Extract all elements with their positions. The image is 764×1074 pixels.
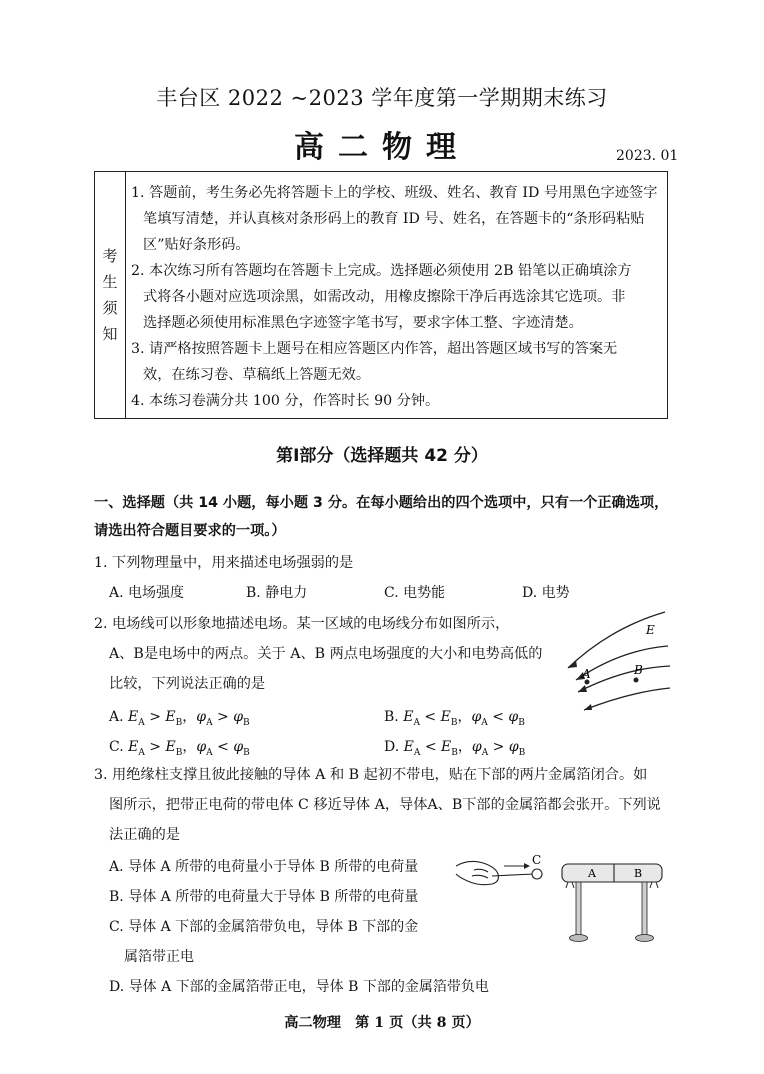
label-b: B — [634, 663, 643, 677]
field-arrow — [584, 704, 592, 710]
section-line-2: 请选出符合题目要求的一项。） — [94, 523, 286, 539]
section-line-1: 一、选择题（共 14 小题，每小题 3 分。在每小题给出的四个选项中，只有一个正确选项， — [94, 495, 669, 511]
q3-hand-charged-body-figure — [452, 852, 548, 898]
q2-electric-field-figure — [560, 608, 676, 718]
q1-option-a: A. 电场强度 — [109, 585, 185, 601]
finger-line — [474, 869, 488, 872]
conductor-body — [562, 864, 662, 882]
notice-line: 笔填写清楚，并认真核对条形码上的教育 ID 号、姓名，在答题卡的“条形码粘贴 — [143, 211, 645, 227]
field-arrow — [568, 660, 577, 668]
notice-label-char: 须 — [102, 299, 118, 317]
q3-option-b: B. 导体 A 所带的电荷量大于导体 B 所带的电荷量 — [109, 889, 419, 905]
q2-stem-line-2: A、B是电场中的两点。关于 A、B 两点电场强度的大小和电势高低的 — [109, 646, 543, 662]
part-title: 第Ⅰ部分（选择题共 42 分） — [276, 446, 488, 466]
q1-option-d: D. 电势 — [522, 585, 570, 601]
notice-label-char: 知 — [102, 325, 118, 343]
q3-stem-line-2: 图所示，把带正电荷的带电体 C 移近导体 A，导体A、B下部的金属箔都会张开。下列说 — [109, 797, 661, 813]
section-instructions — [94, 489, 668, 545]
metal-foil — [656, 882, 658, 888]
label-a: A — [582, 667, 591, 681]
q3-option-c-line-1: C. 导体 A 下部的金属箔带负电，导体 B 下部的金 — [109, 919, 419, 935]
notice-line: 2. 本次练习所有答题均在答题卡上完成。选择题必须使用 2B 铅笔以正确填涂方 — [131, 263, 632, 279]
subject-title: 高二物理 — [294, 130, 470, 165]
field-line — [584, 688, 670, 710]
exam-title: 丰台区 2022 ~2023 学年度第一学期期末练习 — [156, 86, 608, 110]
page-footer: 高二物理 第 1 页（共 8 页） — [284, 1015, 480, 1031]
q3-option-a: A. 导体 A 所带的电荷量小于导体 B 所带的电荷量 — [109, 859, 419, 875]
candidate-notice-box — [94, 171, 668, 419]
insulating-post — [576, 882, 581, 936]
field-line — [568, 612, 665, 668]
q3-stem-line-1: 3. 用绝缘柱支撑且彼此接触的导体 A 和 B 起初不带电，贴在下部的两片金属箔闭合。如 — [94, 767, 648, 783]
notice-line: 区”贴好条形码。 — [143, 237, 250, 253]
finger-line — [472, 875, 488, 878]
q3-option-d: D. 导体 A 下部的金属箔带正电，导体 B 下部的金属箔带负电 — [109, 979, 489, 995]
label-c: C — [532, 853, 542, 867]
notice-label — [95, 172, 126, 418]
notice-item-1 — [131, 180, 661, 258]
notice-line: 4. 本练习卷满分共 100 分，作答时长 90 分钟。 — [131, 393, 440, 409]
q3-conductors-figure — [558, 858, 668, 946]
insulating-post — [642, 882, 647, 936]
notice-item-2 — [131, 258, 661, 336]
exam-date: 2023. 01 — [616, 148, 679, 164]
q2-option-c: C. $E_A > E_B$，$\varphi_A < \varphi_B$ — [109, 739, 250, 758]
q2-stem-line-3: 比较，下列说法正确的是 — [109, 676, 266, 692]
post-base — [636, 935, 654, 942]
q1-stem: 1. 下列物理量中，用来描述电场强弱的是 — [94, 555, 354, 571]
point-b-dot — [634, 678, 639, 683]
q2-option-b: B. $E_A < E_B$，$\varphi_A < \varphi_B$ — [384, 709, 525, 728]
metal-foil — [566, 882, 568, 888]
q2-stem-line-1: 2. 电场线可以形象地描述电场。某一区域的电场线分布如图所示， — [94, 616, 510, 632]
notice-label-char: 考 — [102, 247, 118, 265]
notice-line: 1. 答题前，考生务必先将答题卡上的学校、班级、姓名、教育 ID 号用黑色字迹签字 — [131, 185, 658, 201]
notice-item-3 — [131, 336, 661, 388]
q2-option-a: A. $E_A > E_B$，$\varphi_A > \varphi_B$ — [109, 709, 250, 728]
metal-foil — [650, 882, 652, 888]
charged-body-c — [532, 869, 542, 879]
notice-line: 式将各小题对应选项涂黑，如需改动，用橡皮擦除干净后再选涂其它选项。非 — [143, 289, 626, 305]
q1-option-c: C. 电势能 — [384, 585, 446, 601]
q1-option-b: B. 静电力 — [246, 585, 308, 601]
q3-option-c-line-2: 属箔带正电 — [124, 949, 194, 965]
q2-option-d: D. $E_A < E_B$，$\varphi_A > \varphi_B$ — [384, 739, 526, 758]
notice-line: 3. 请严格按照答题卡上题号在相应答题区内作答，超出答题区域书写的答案无 — [131, 341, 618, 357]
label-b: B — [634, 867, 643, 880]
notice-label-char: 生 — [102, 273, 118, 291]
motion-arrow-head — [524, 863, 530, 869]
metal-foil — [572, 882, 574, 888]
label-e: E — [646, 623, 655, 637]
notice-item-4 — [131, 388, 661, 414]
field-arrow — [578, 685, 587, 692]
hand-outline — [456, 861, 498, 884]
post-base — [570, 935, 588, 942]
notice-line: 选择题必须使用标准黑色字迹签字笔书写，要求字体工整、字迹清楚。 — [143, 315, 583, 331]
notice-line: 效，在练习卷、草稿纸上答题无效。 — [143, 367, 371, 383]
notice-body — [131, 180, 661, 414]
q3-stem-line-3: 法正确的是 — [109, 827, 180, 843]
label-a: A — [588, 867, 596, 880]
